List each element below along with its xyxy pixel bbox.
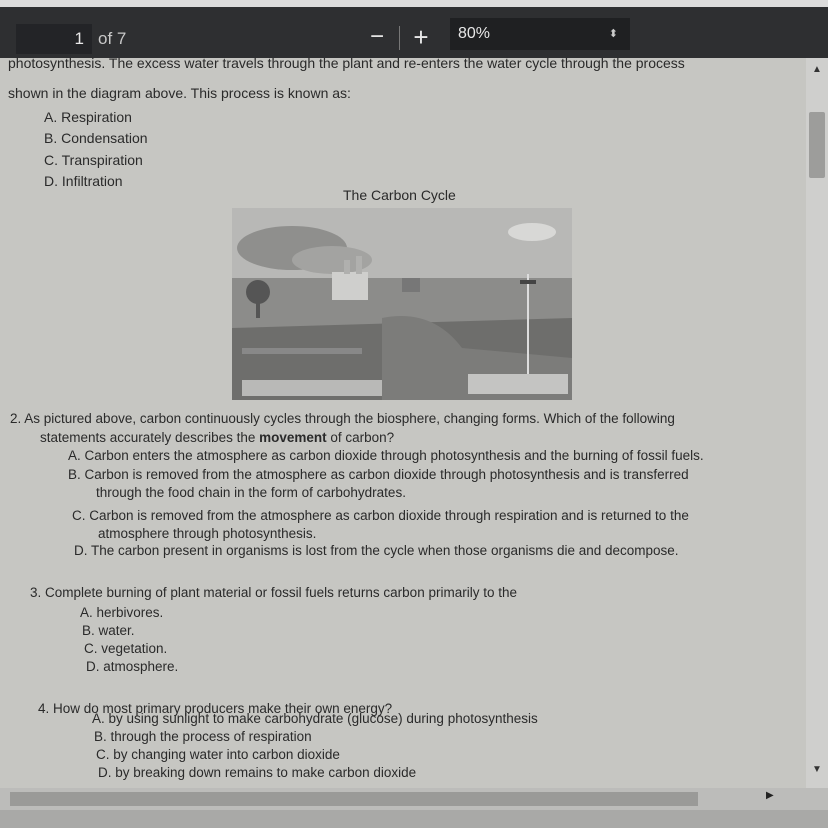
question4-option-b: B. through the process of respiration (94, 729, 312, 744)
question3-stem: 3. Complete burning of plant material or fossil fuels returns carbon primarily to the (30, 585, 517, 600)
question4-option-a: A. by using sunlight to make carbohydrate (glucose) during photosynthesis (92, 711, 538, 726)
question4-option-d: D. by breaking down remains to make carbon dioxide (98, 765, 417, 780)
scroll-down-icon[interactable]: ▼ (812, 764, 822, 775)
question1-option-b: B. Condensation (44, 130, 148, 146)
pdf-toolbar (0, 0, 828, 58)
zoom-select[interactable] (450, 18, 630, 50)
toolbar-top-edge (0, 0, 828, 7)
select-arrows-icon: ⬍ (608, 28, 618, 40)
question2-stem-end: of carbon? (326, 430, 395, 445)
vertical-scroll-thumb[interactable] (809, 112, 825, 178)
horizontal-scrollbar[interactable] (0, 788, 828, 810)
question2-option-d: D. The carbon present in organisms is lost from the cycle when those organisms die and decompose. (74, 543, 679, 558)
zoom-out-button[interactable]: − (369, 23, 384, 50)
question4-option-c: C. by changing water into carbon dioxide (96, 747, 340, 762)
zoom-in-button[interactable]: + (413, 22, 429, 52)
question2-option-a: A. Carbon enters the atmosphere as carbon dioxide through photosynthesis and the burning of fossil fuels. (68, 448, 704, 463)
question3-option-d: D. atmosphere. (86, 659, 179, 674)
question2-stem-line1: 2. As pictured above, carbon continuously cycles through the biosphere, changing forms. Which of the following (10, 411, 675, 426)
question1-option-d: D. Infiltration (44, 173, 123, 189)
scroll-up-icon[interactable]: ▲ (812, 64, 822, 75)
page-number-input[interactable]: 1 (16, 24, 92, 54)
page-total-label: of 7 (98, 29, 127, 48)
carbon-cycle-illustration (232, 208, 572, 400)
question2-option-b-line2: through the food chain in the form of carbohydrates. (96, 485, 406, 500)
figure-title: The Carbon Cycle (343, 187, 456, 203)
question2-stem-line2 (40, 429, 394, 446)
question2-stem-text: statements accurately describes the (40, 430, 260, 445)
question1-line1: photosynthesis. The excess water travels through the plant and re-enters the water cycle through the process (8, 58, 685, 71)
question3-option-c: C. vegetation. (84, 641, 168, 656)
scroll-right-icon[interactable]: ▶ (766, 790, 774, 801)
carbon-cycle-diagram (232, 208, 572, 400)
zoom-divider (399, 26, 400, 50)
question2-stem-emphasis: movement (259, 430, 327, 445)
horizontal-scroll-thumb[interactable] (10, 792, 698, 806)
question2-option-b-line1: B. Carbon is removed from the atmosphere as carbon dioxide through photosynthesis and is transferred (68, 467, 689, 482)
question1-option-a: A. Respiration (44, 109, 132, 125)
zoom-value: 80% (458, 25, 491, 42)
bottom-edge (0, 810, 828, 828)
question2-option-c-line2: atmosphere through photosynthesis. (98, 526, 317, 541)
question4-stem: 4. How do most primary producers make their own energy? (38, 701, 393, 716)
question3-option-a: A. herbivores. (80, 605, 164, 620)
vertical-scrollbar[interactable] (806, 58, 828, 788)
question1-line2: shown in the diagram above. This process is known as: (8, 85, 351, 101)
document-page (0, 58, 806, 788)
question2-option-c-line1: C. Carbon is removed from the atmosphere as carbon dioxide through respiration and is returned to the (72, 508, 689, 523)
question1-option-c: C. Transpiration (44, 152, 143, 168)
question3-option-b: B. water. (82, 623, 135, 638)
